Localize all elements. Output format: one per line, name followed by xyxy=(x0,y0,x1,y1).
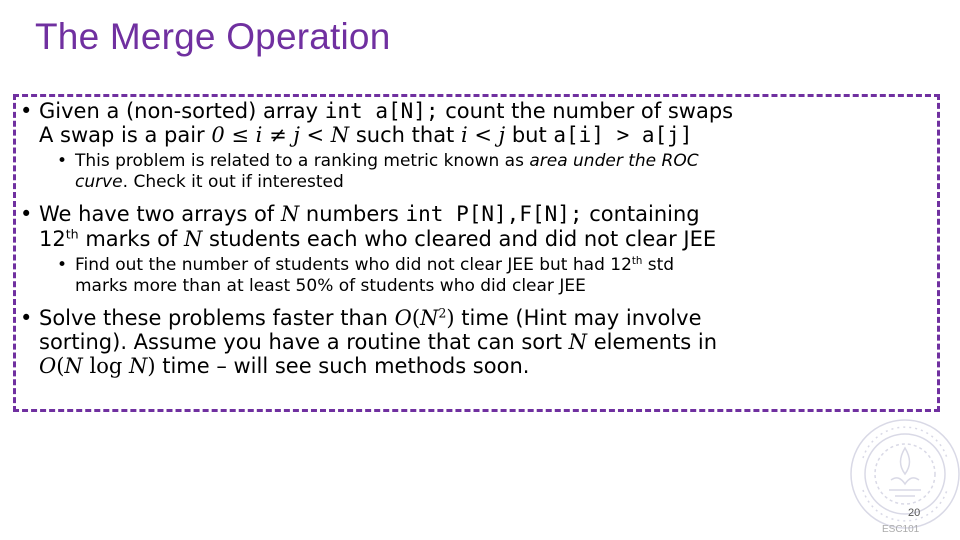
bullet-dot: • xyxy=(57,151,68,171)
math-n: N xyxy=(128,354,148,378)
italic-text: area under the ROC xyxy=(529,151,699,171)
math-expr: N xyxy=(568,330,588,354)
text: numbers xyxy=(299,202,406,226)
math-log: log xyxy=(82,354,129,378)
text: containing xyxy=(582,202,700,226)
math-expr: N xyxy=(280,202,300,226)
math-expr: 0 ≤ i ≠ j < N xyxy=(211,123,350,147)
text: 12 xyxy=(39,227,66,251)
text: This problem is related to a ranking metric known as xyxy=(75,151,530,171)
italic-text: curve xyxy=(75,172,123,192)
code-snippet: int P[N],F[N]; xyxy=(405,202,583,226)
text: students each who cleared and did not clear JEE xyxy=(202,227,717,251)
text: marks more than at least 50% of students who did clear JEE xyxy=(75,276,586,296)
bullet-dot: • xyxy=(20,202,33,226)
text: time – will see such methods soon. xyxy=(155,354,530,378)
math-paren: ) xyxy=(446,306,455,330)
text: elements in xyxy=(587,330,718,354)
math-expr: i < j xyxy=(460,123,506,147)
text: Given a (non-sorted) array xyxy=(39,99,325,123)
text: We have two arrays of xyxy=(39,202,281,226)
superscript: th xyxy=(65,226,79,242)
math-o: O xyxy=(39,354,57,378)
text: Find out the number of students who did not clear JEE but had 12 xyxy=(75,255,632,275)
slide-title: The Merge Operation xyxy=(35,16,391,57)
math-paren: ( xyxy=(411,306,421,330)
text: sorting). Assume you have a routine that can sort xyxy=(39,330,569,354)
course-code: ESC101 xyxy=(882,524,920,535)
text: count the number of swaps xyxy=(438,99,734,123)
math-n: N xyxy=(420,306,439,330)
text: such that xyxy=(349,123,461,147)
institute-seal-icon xyxy=(849,418,960,530)
text: A swap is a pair xyxy=(39,123,212,147)
text: marks of xyxy=(78,227,184,251)
bullet-dot: • xyxy=(20,99,33,123)
bullet-dot: • xyxy=(20,306,33,330)
text: . Check it out if interested xyxy=(122,172,344,192)
bullet-dot: • xyxy=(57,255,68,275)
code-snippet: a[i] > a[j] xyxy=(553,123,693,147)
code-snippet: int a[N]; xyxy=(324,99,439,123)
math-o: O xyxy=(394,306,412,330)
text: Solve these problems faster than xyxy=(39,306,395,330)
math-expr: N xyxy=(183,227,203,251)
page-number: 20 xyxy=(908,507,921,519)
superscript: th xyxy=(631,255,643,267)
text: but xyxy=(505,123,554,147)
math-paren: ( xyxy=(56,354,65,378)
math-paren: ) xyxy=(147,354,156,378)
text: std xyxy=(642,255,675,275)
text: time (Hint may involve xyxy=(454,306,702,330)
math-superscript: 2 xyxy=(438,305,447,321)
math-n: N xyxy=(64,354,83,378)
